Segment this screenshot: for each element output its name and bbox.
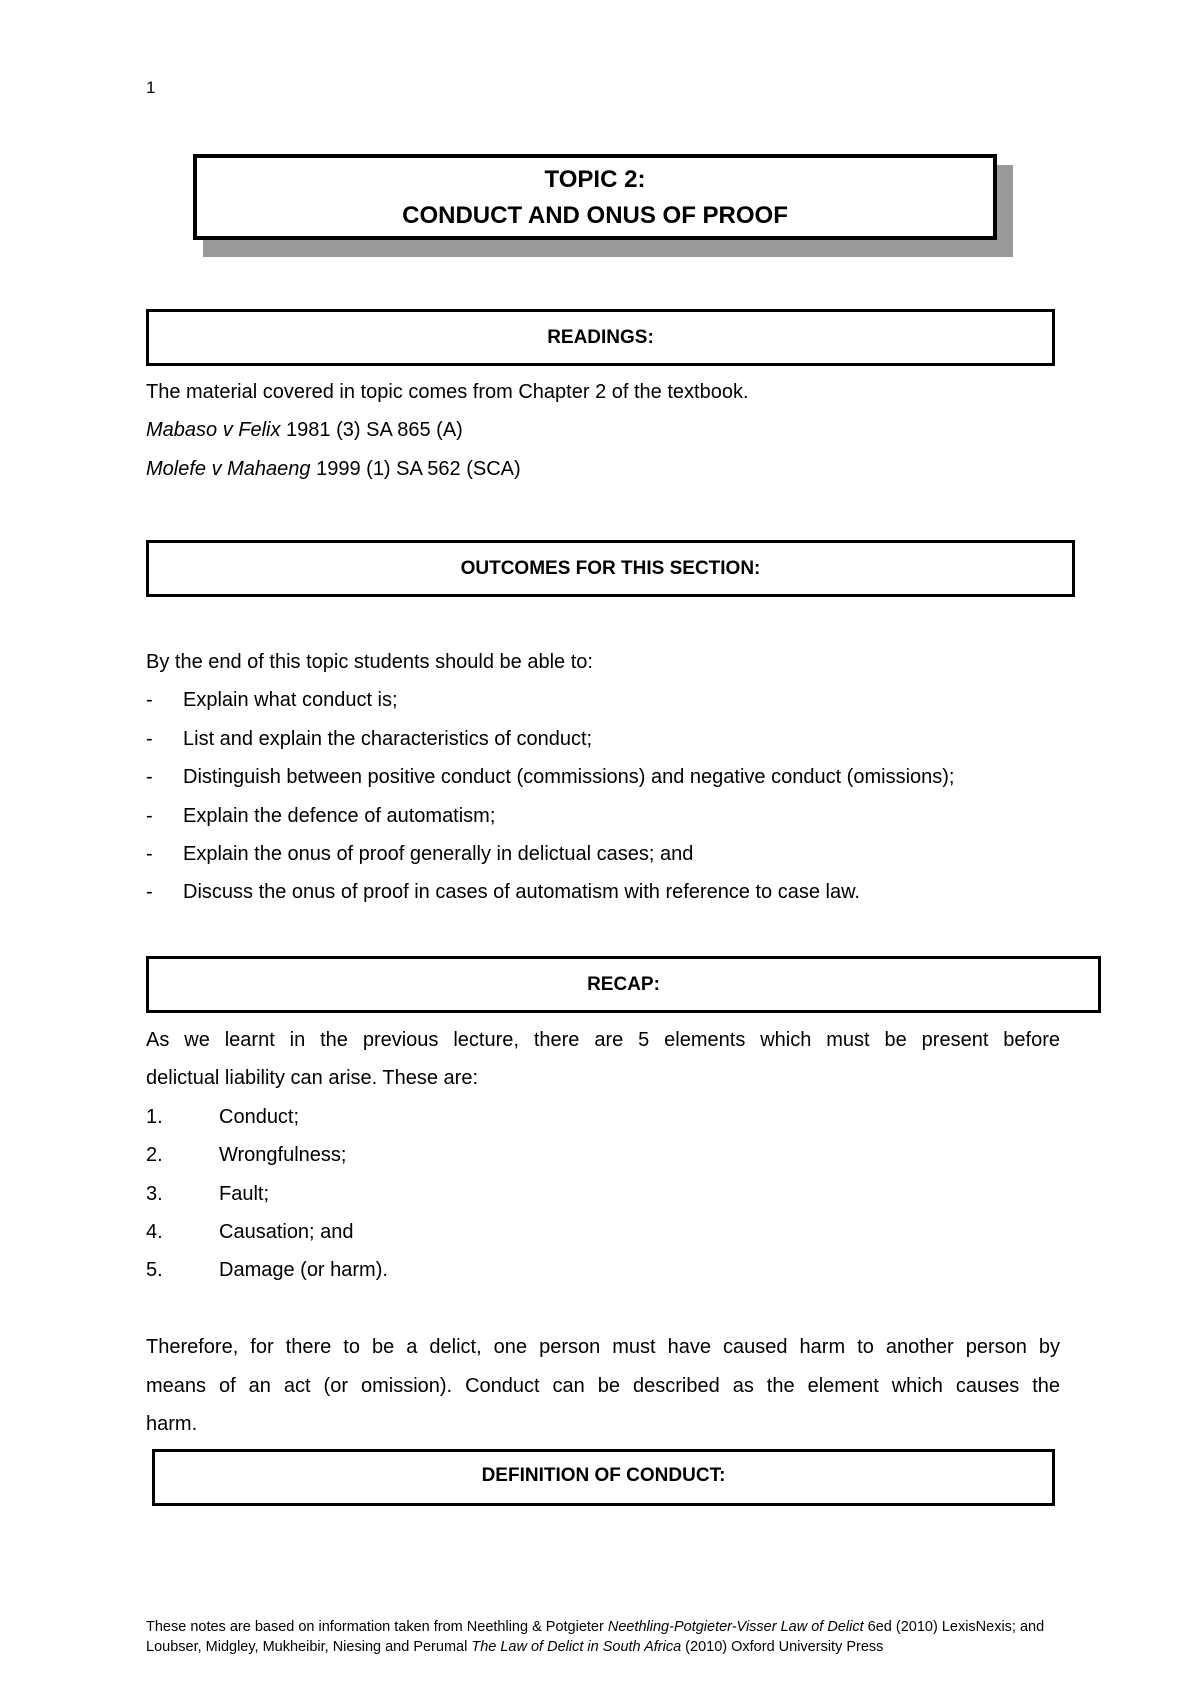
recap-paragraph-line: harm. — [146, 1413, 198, 1436]
page-number: 1 — [146, 78, 156, 97]
recap-paragraph-line: delictual liability can arise. These are: — [146, 1067, 479, 1090]
case-citation: 1999 (1) SA 562 (SCA) — [310, 457, 521, 480]
element-list-item: 5. Damage (or harm). — [146, 1259, 388, 1282]
bullet-dash: - — [146, 689, 153, 712]
outcome-item: - Distinguish between positive conduct (commissions) and negative conduct (omissions); — [146, 758, 954, 796]
readings-section — [146, 373, 749, 488]
readings-heading: READINGS: — [547, 327, 654, 348]
outcome-item: - Explain the onus of proof generally in delictual cases; and — [146, 835, 954, 873]
recap-paragraph-line: Therefore, for there to be a delict, one person must have caused harm to another person by — [146, 1336, 1060, 1359]
topic-title-box — [193, 154, 997, 240]
recap-heading: RECAP: — [587, 974, 660, 995]
footer-book-title: The Law of Delict in South Africa — [471, 1638, 682, 1655]
recap-section — [146, 1021, 1060, 1443]
outcomes-section — [146, 643, 954, 912]
bullet-dash: - — [146, 766, 153, 789]
element-list-item: 1. Conduct; — [146, 1105, 300, 1128]
recap-paragraph-line: means of an act (or omission). Conduct can be described as the element which causes the — [146, 1374, 1060, 1397]
outcome-item: - List and explain the characteristics of conduct; — [146, 720, 954, 758]
recap-heading-box — [146, 956, 1101, 1013]
bullet-dash: - — [146, 881, 153, 904]
outcome-item: - Explain what conduct is; — [146, 681, 954, 719]
element-list-item: 2. Wrongfulness; — [146, 1144, 347, 1167]
outcomes-intro: By the end of this topic students should be able to: — [146, 651, 593, 673]
readings-heading-box — [146, 309, 1055, 366]
footer-note: These notes are based on information taken from Neethling & Potgieter Neethling-Potgieter-Visser Law of Delict 6ed (2010) LexisNexis; and Loubser, Midgley, Mukheibir, Niesing and Perumal The Law of Delict in South Africa (2010) Oxford University Press — [146, 1619, 1045, 1655]
case-citation: 1981 (3) SA 865 (A) — [280, 419, 463, 442]
bullet-dash: - — [146, 727, 153, 750]
topic-title-line2: CONDUCT AND ONUS OF PROOF — [402, 202, 788, 229]
bullet-dash: - — [146, 804, 153, 827]
case-name: Mabaso v Felix — [146, 419, 281, 442]
bullet-dash: - — [146, 843, 153, 866]
readings-intro: The material covered in topic comes from Chapter 2 of the textbook. — [146, 381, 749, 403]
recap-paragraph-line: As we learnt in the previous lecture, there are 5 elements which must be present before — [146, 1029, 1060, 1051]
case-reference — [146, 450, 749, 488]
definition-heading-box — [152, 1449, 1055, 1506]
outcome-item: - Explain the defence of automatism; — [146, 797, 954, 835]
case-name: Molefe v Mahaeng — [146, 457, 311, 480]
outcomes-heading: OUTCOMES FOR THIS SECTION: — [460, 558, 761, 579]
footer-book-title: Neethling-Potgieter-Visser Law of Delict — [607, 1619, 864, 1635]
topic-title-line1: TOPIC 2: — [544, 166, 646, 193]
case-reference — [146, 411, 749, 449]
outcomes-heading-box — [146, 540, 1075, 597]
element-list-item: 3. Fault; — [146, 1182, 270, 1205]
element-list-item: 4. Causation; and — [146, 1221, 354, 1244]
definition-heading: DEFINITION OF CONDUCT: — [481, 1465, 726, 1486]
outcome-item: - Discuss the onus of proof in cases of automatism with reference to case law. — [146, 873, 954, 911]
